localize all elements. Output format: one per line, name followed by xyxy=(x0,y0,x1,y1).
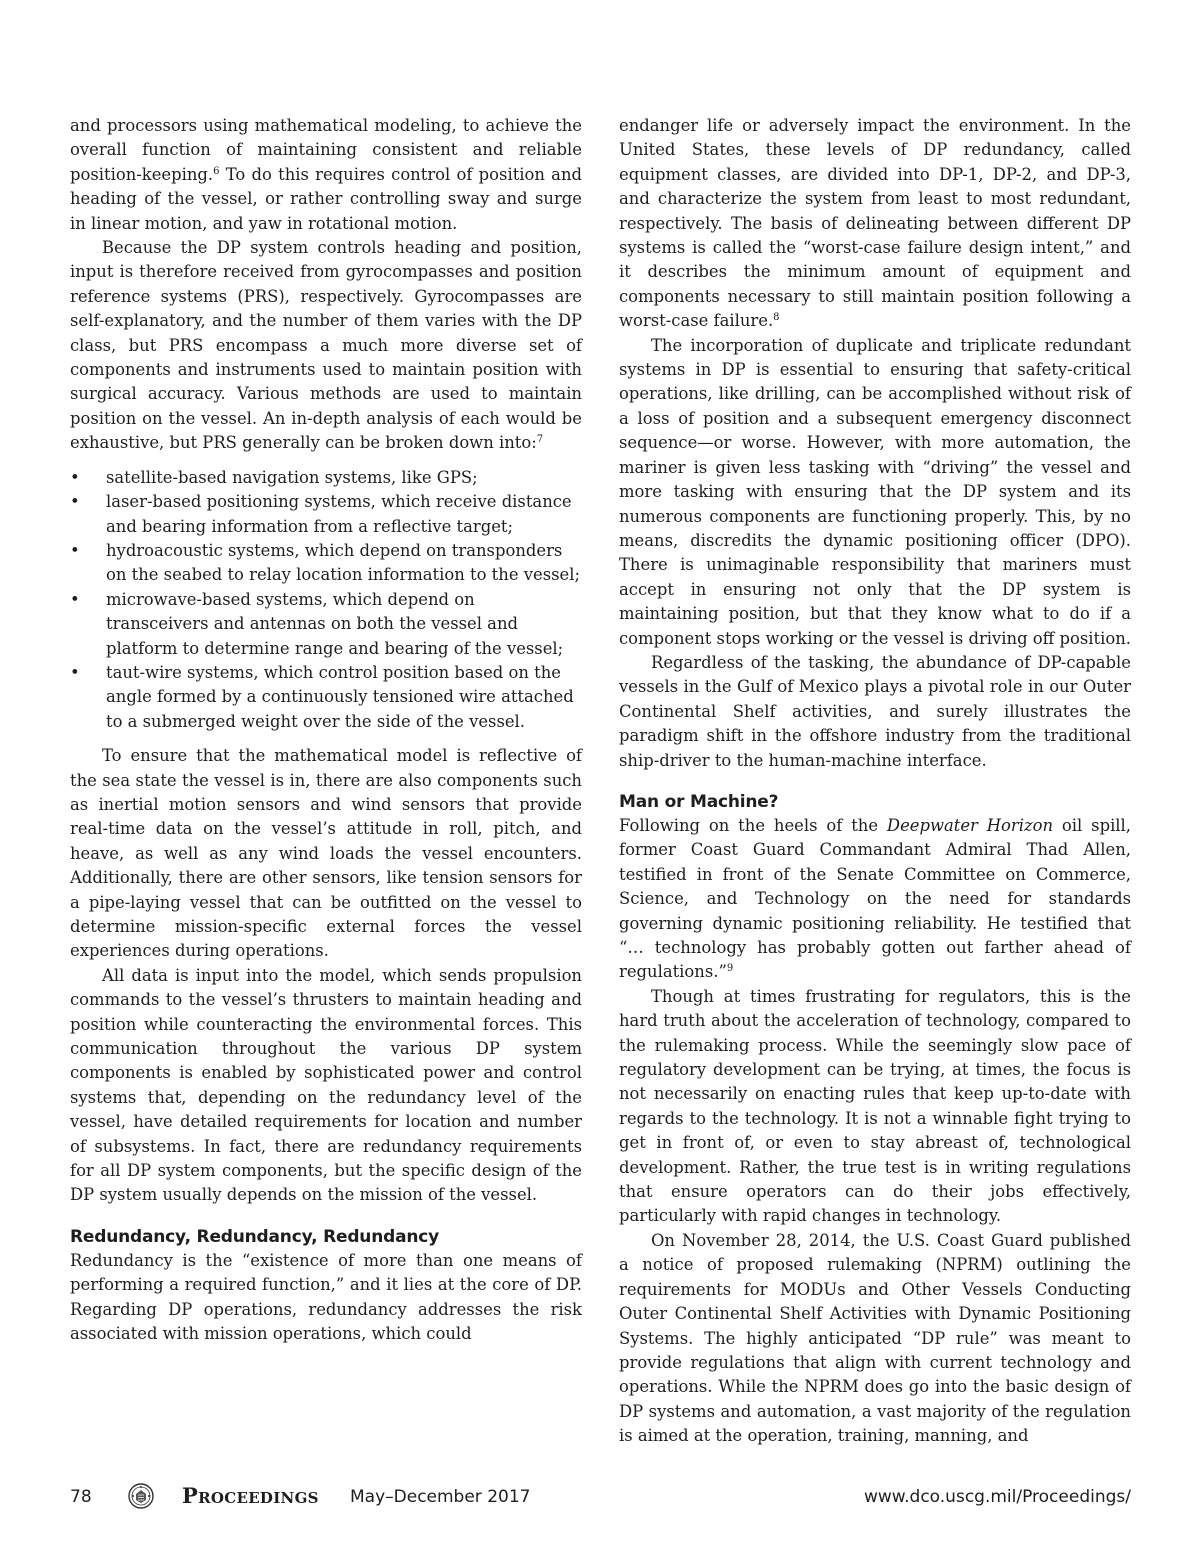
section-heading: Man or Machine? xyxy=(619,791,779,812)
footnote-ref[interactable]: 7 xyxy=(536,434,544,446)
bullet-icon: • xyxy=(70,540,80,560)
bullet-icon: • xyxy=(70,467,80,487)
paragraph: Because the DP system controls heading and position, input is therefore received from gyrocompasses and position reference systems (PRS), respectively. Gyrocompasses are self-explanatory, and the number of them varies with the DP class, but PRS encompass a much more diverse set of components and instruments used to maintain position with surgical accuracy. Various methods are used to maintain position on the vessel. An in-depth analysis of each would be exhaustive, but PRS generally can be broken down into:$^7$ xyxy=(70,238,582,453)
bullet-icon: • xyxy=(70,662,80,682)
paragraph: All data is input into the model, which sends propulsion commands to the vessel’s thrusters to maintain heading and position while counteracting the environmental forces. This communication throughout the various DP system components is enabled by sophisticated power and control systems that, depending on the redundancy level of the vessel, have detailed requirements for location and number of subsystems. In fact, there are redundancy requirements for all DP system components, but the specific design of the DP system usually depends on the mission of the vessel. xyxy=(70,965,582,1205)
footnote-ref[interactable]: 8 xyxy=(773,312,780,324)
italic-title: Deepwater Horizon xyxy=(886,815,1054,835)
bullet-icon: • xyxy=(70,589,80,609)
section-heading: Redundancy, Redundancy, Redundancy xyxy=(70,1226,440,1247)
footnote-ref[interactable]: 6 xyxy=(213,165,220,177)
paragraph: Redundancy is the “existence of more than one means of performing a required function,” and it lies at the core of DP. Regarding DP operations, redundancy addresses the risk associated with mission operations, which could xyxy=(70,1250,582,1344)
page-number: 78 xyxy=(70,1487,92,1507)
paragraph: and processors using mathematical modeling, to achieve the overall function of maintaining consistent and reliable position-keeping.$^6$ To do this requires control of position and heading of the vessel, or rather controlling sway and surge in linear motion, and yaw in rotational motion. xyxy=(70,116,582,233)
bullet-icon: • xyxy=(70,492,80,512)
page-footer xyxy=(70,1483,1131,1511)
list-item: • taut-wire systems, which control position based on the angle formed by a continuously tensioned wire attached to a submerged weight over the side of the vessel. xyxy=(70,662,574,731)
left-column xyxy=(70,114,582,1347)
paragraph: endanger life or adversely impact the environment. In the United States, these levels of DP redundancy, called equipment classes, are divided into DP-1, DP-2, and DP-3, and characterize the system from least to most redundant, respectively. The basis of delineating between different DP systems is called the “worst-case failure design intent,” and it describes the minimum amount of equipment and components necessary to still maintain position following a worst-case failure.$^8$ xyxy=(619,116,1131,331)
footnote-ref[interactable]: 9 xyxy=(726,963,734,975)
paragraph: Though at times frustrating for regulators, this is the hard truth about the acceleration of technology, compared to the rulemaking process. While the seemingly slow pace of regulatory development can be trying, at times, the focus is not necessarily on enacting rules that keep up-to-date with regards to the technology. It is not a winnable fight trying to get in front of, or even to stay abreast of, technological development. Rather, the true test is in writing regulations that ensure operators can do their jobs effectively, particularly with rapid changes in technology. xyxy=(619,986,1131,1226)
paragraph: To ensure that the mathematical model is reflective of the sea state the vessel is in, there are also components such as inertial motion sensors and wind sensors that provide real-time data on the vessel’s attitude in roll, pitch, and heave, as well as any wind loads the vessel encounters. Additionally, there are other sensors, like tension sensors for a pipe-laying vessel that can be outfitted on the vessel to determine mission-specific external forces the vessel experiences during operations. xyxy=(70,746,582,961)
list-item: • hydroacoustic systems, which depend on transponders on the seabed to relay location information to the vessel; xyxy=(70,540,580,585)
issue-date: May–December 2017 xyxy=(350,1487,531,1507)
paragraph: The incorporation of duplicate and triplicate redundant systems in DP is essential to ensuring that safety-critical operations, like drilling, can be accomplished without risk of a loss of position and a subsequent emergency disconnect sequence—or worse. However, with more automation, the mariner is given less tasking with “driving” the vessel and more tasking with ensuring that the DP system and its numerous components are functioning properly. This, by no means, discredits the dynamic positioning officer (DPO). There is unimaginable responsibility that mariners must accept in ensuring not only that the DP system is maintaining position, but that they know what to do if a component stops working or the vessel is driving off position. xyxy=(619,335,1131,648)
prs-list xyxy=(70,466,582,734)
list-item: • microwave-based systems, which depend on transceivers and antennas on both the vessel and platform to determine range and bearing of the vessel; xyxy=(70,589,564,658)
website-link[interactable]: www.dco.uscg.mil/Proceedings/ xyxy=(863,1487,1131,1507)
right-column xyxy=(619,114,1131,1449)
paragraph: Following on the heels of the Deepwater Horizon oil spill, former Coast Guard Commandant Admiral Thad Allen, testified in front of the Senate Committee on Commerce, Science, and Technology on the need for standards governing dynamic positioning reliability. He testified that “… technology has probably gotten out farther ahead of regulations.”$^9$ xyxy=(619,815,1132,982)
coast-guard-seal-icon xyxy=(128,1483,154,1509)
paragraph: Regardless of the tasking, the abundance of DP-capable vessels in the Gulf of Mexico plays a pivotal role in our Outer Continental Shelf activities, and surely illustrates the paradigm shift in the offshore industry from the traditional ship-driver to the human-machine interface. xyxy=(619,652,1131,770)
magazine-title: Proceedings xyxy=(182,1483,319,1508)
list-item: • laser-based positioning systems, which receive distance and bearing information from a reflective target; xyxy=(70,492,572,536)
list-item: • satellite-based navigation systems, like GPS; xyxy=(70,466,582,490)
paragraph: On November 28, 2014, the U.S. Coast Guard published a notice of proposed rulemaking (NPRM) outlining the requirements for MODUs and Other Vessels Conducting Outer Continental Shelf Activities with Dynamic Positioning Systems. The highly anticipated “DP rule” was meant to provide regulations that align with current technology and operations. While the NPRM does go into the basic design of DP systems and automation, a vast majority of the regulation is aimed at the operation, training, manning, and xyxy=(619,1230,1131,1446)
